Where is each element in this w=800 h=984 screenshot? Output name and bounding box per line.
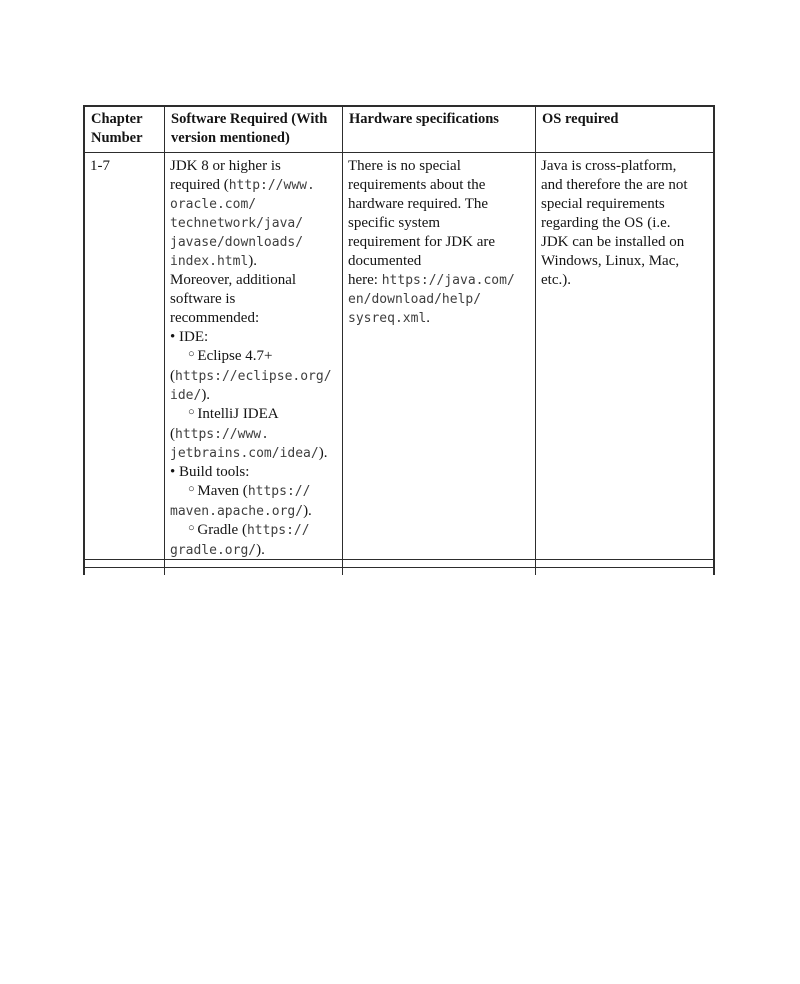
cell-empty — [343, 568, 536, 575]
column-header-software-required: Software Required (With version mentioned) — [165, 107, 343, 152]
cell-empty — [165, 560, 343, 567]
cell-software-required: JDK 8 or higher is required (http://www. oracle.com/ technetwork/java/ javase/downloads/ index.html). Moreover, additional software is recommended: • IDE: ○ Eclipse 4.7+ (https://eclipse.org/ ide/). ○ IntelliJ IDEA (https://www. jetbrains.com/idea/). • Build tools: ○ Maven (https:// maven.apache.org/). ○ Gradle (https:// gradle.org/). — [165, 153, 343, 559]
column-header-hardware-specifications: Hardware specifications — [343, 107, 536, 152]
table-row-chapters-1-7 — [85, 153, 713, 560]
cell-empty — [85, 560, 165, 567]
cell-chapter-number: 1-7 — [85, 153, 165, 559]
cell-empty — [536, 560, 713, 567]
cell-hardware-specifications: There is no special requirements about the hardware required. The specific system requirement for JDK are documented here: https://java.com/ en/download/help/ sysreq.xml. — [343, 153, 536, 559]
table-empty-spacer-row — [85, 560, 713, 568]
table-cutoff-row — [85, 568, 713, 575]
cell-empty — [536, 568, 713, 575]
cell-os-required: Java is cross-platform, and therefore the are not special requirements regarding the OS (i.e. JDK can be installed on Windows, Linux, Mac, etc.). — [541, 158, 688, 288]
column-header-chapter-number: Chapter Number — [85, 107, 165, 152]
requirements-table — [83, 105, 715, 575]
cell-empty — [343, 560, 536, 567]
column-header-os-required: OS required — [542, 111, 619, 127]
cell-empty — [165, 568, 343, 575]
cell-empty — [85, 568, 165, 575]
table-header-row — [85, 107, 713, 153]
